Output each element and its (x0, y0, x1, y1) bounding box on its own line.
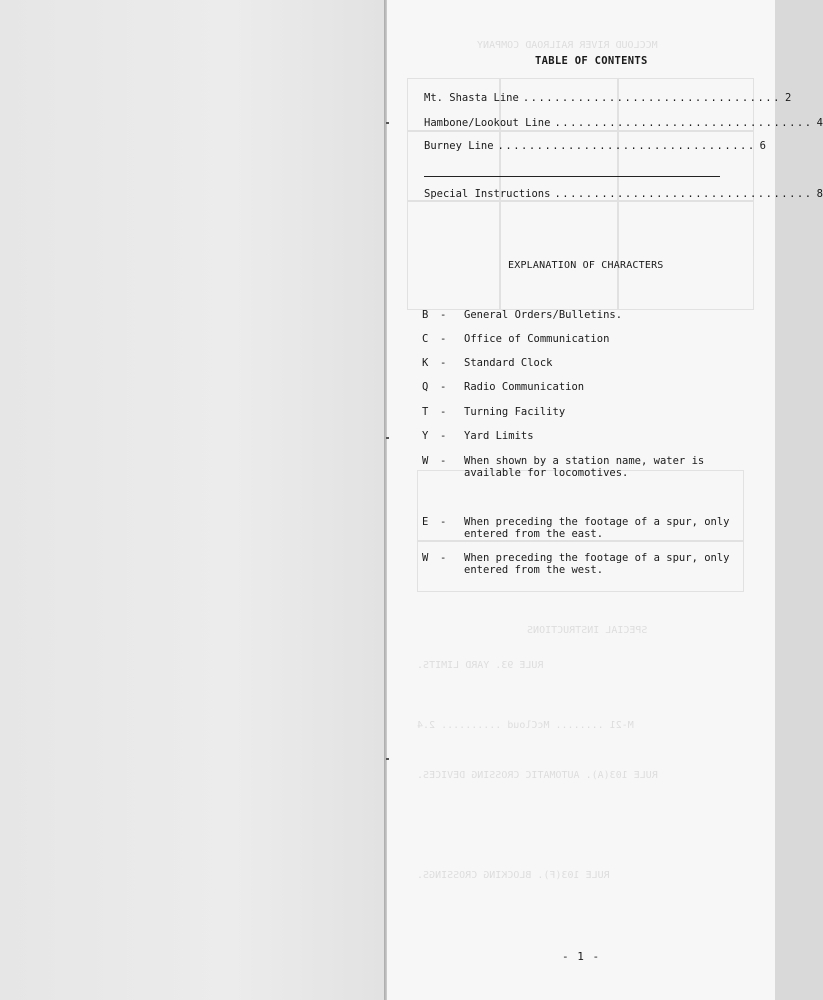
left-blank-page (0, 0, 384, 1000)
character-code: K (422, 357, 429, 369)
toc-divider (424, 176, 720, 177)
binding-mark (386, 437, 389, 439)
toc-entry-label: Hambone/Lookout Line (424, 117, 551, 129)
toc-entry (424, 117, 823, 129)
toc-entry (424, 92, 792, 104)
toc-entry-label: Mt. Shasta Line (424, 92, 519, 104)
character-code: Q (422, 381, 429, 393)
character-dash: - (440, 516, 447, 528)
toc-entry-label: Burney Line (424, 140, 494, 152)
character-dash: - (440, 333, 447, 345)
binding-mark (386, 758, 389, 760)
character-dash: - (440, 455, 447, 467)
toc-entry-page: 8 (816, 188, 823, 200)
toc-leader-dots: ................................. (554, 117, 813, 129)
character-dash: - (440, 552, 447, 564)
character-code: W (422, 455, 429, 467)
toc-entry-label: Special Instructions (424, 188, 551, 200)
character-description: When preceding the footage of a spur, only entered from the west. (464, 552, 730, 576)
toc-entry-page: 6 (759, 140, 766, 152)
character-description: When preceding the footage of a spur, only entered from the east. (464, 516, 730, 540)
character-description: Standard Clock (464, 357, 553, 369)
character-description: Radio Communication (464, 381, 585, 393)
toc-leader-dots: ................................. (554, 188, 813, 200)
character-code: B (422, 309, 429, 321)
character-description: Turning Facility (464, 406, 566, 418)
toc-entry (424, 140, 766, 152)
character-code: W (422, 552, 429, 564)
toc-title: TABLE OF CONTENTS (535, 55, 648, 67)
binding-mark (386, 122, 389, 124)
character-dash: - (440, 309, 447, 321)
character-description: General Orders/Bulletins. (464, 309, 623, 321)
toc-leader-dots: ................................. (497, 140, 756, 152)
character-description: Yard Limits (464, 430, 534, 442)
character-description: When shown by a station name, water is available for locomotives. (464, 455, 705, 479)
toc-leader-dots: ................................. (522, 92, 781, 104)
toc-entry-page: 4 (816, 117, 823, 129)
toc-entry (424, 188, 823, 200)
character-code: Y (422, 430, 429, 442)
character-dash: - (440, 406, 447, 418)
character-code: E (422, 516, 429, 528)
character-description: Office of Communication (464, 333, 610, 345)
character-code: C (422, 333, 429, 345)
character-code: T (422, 406, 429, 418)
character-dash: - (440, 430, 447, 442)
character-dash: - (440, 357, 447, 369)
toc-entry-page: 2 (784, 92, 792, 104)
character-dash: - (440, 381, 447, 393)
page-number: - 1 - (562, 950, 601, 963)
explanation-title: EXPLANATION OF CHARACTERS (508, 260, 664, 271)
